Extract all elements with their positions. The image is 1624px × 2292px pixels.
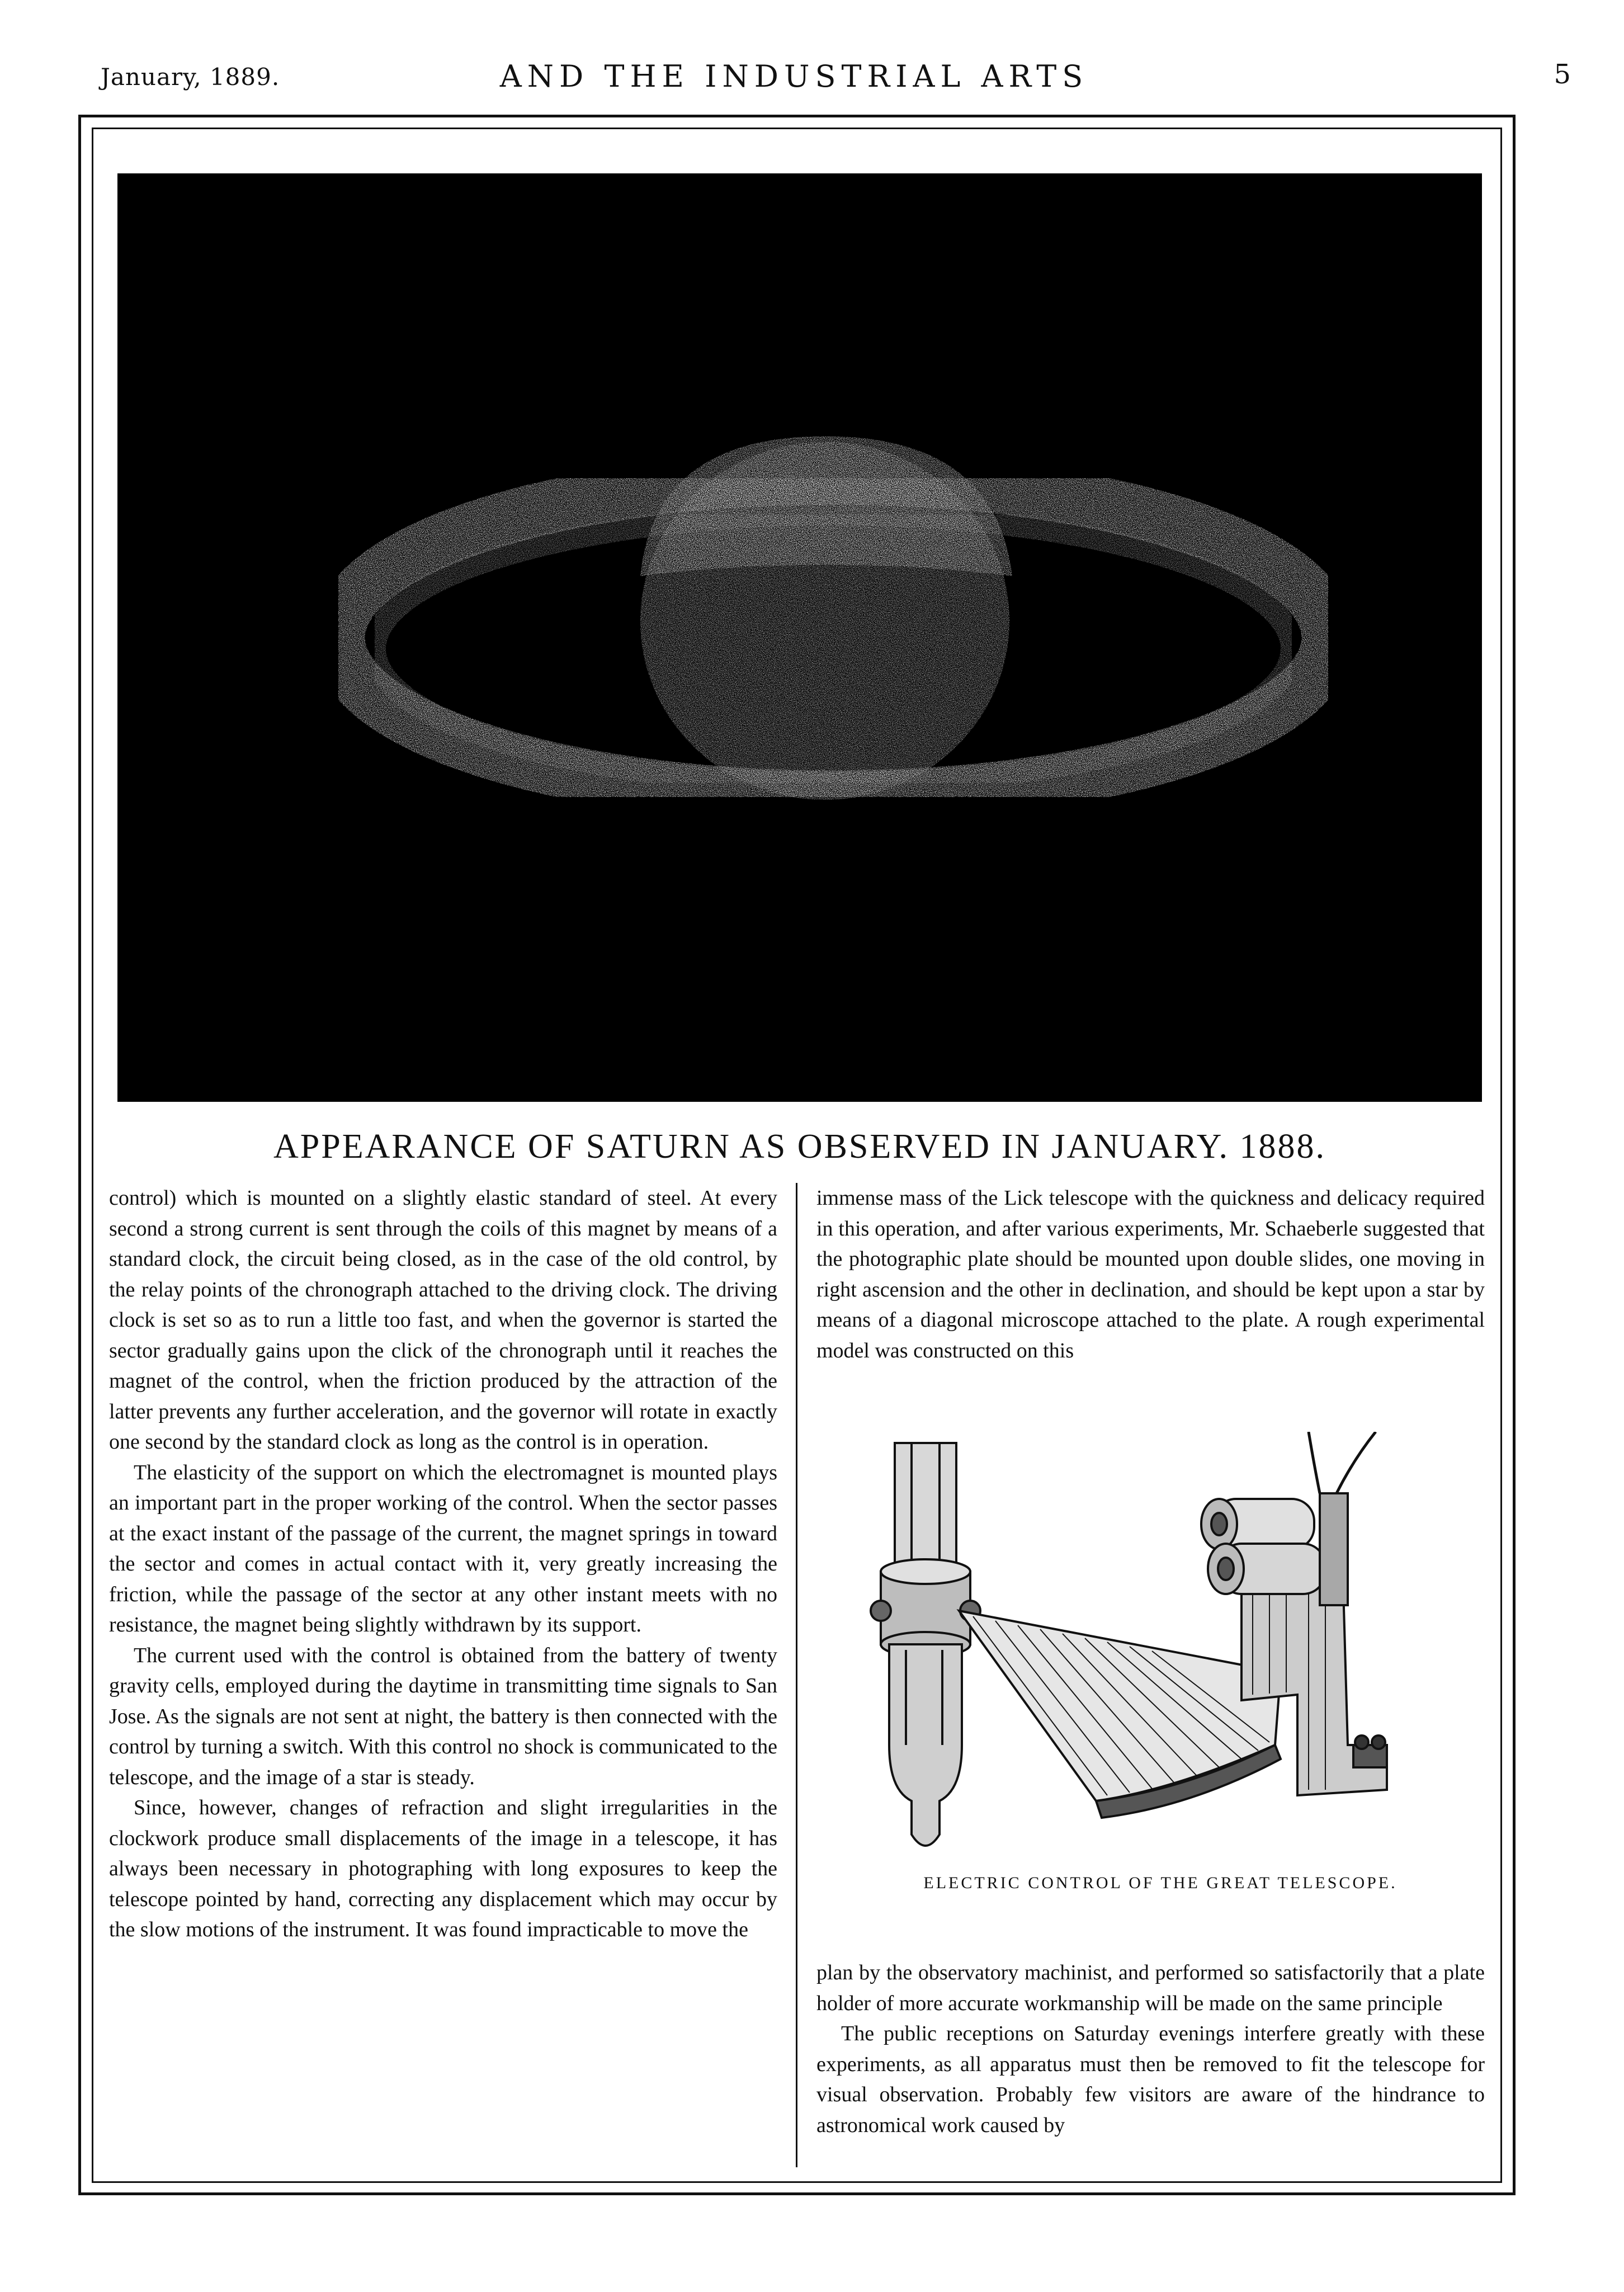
article-right-column-top (816, 1183, 1485, 1366)
figure-caption: ELECTRIC CONTROL OF THE GREAT TELESCOPE. (923, 1874, 1398, 1892)
page-number: 5 (1554, 59, 1571, 90)
column-divider (796, 1183, 797, 2167)
paragraph: immense mass of the Lick telescope with the quickness and delicacy required in this operation, and after various experiments, Mr. Schaeberle suggested that the photographic plate should be mounted upon double slides, one moving in right ascension and the other in declination, and should be kept upon a star by means of a diagonal microscope attached to the plate. A rough experimental model was constructed on this (816, 1186, 1485, 1362)
telescope-control-engraving (828, 1432, 1482, 1885)
paragraph: The public receptions on Saturday evenings interfere greatly with these experiments, as all apparatus must then be removed to fit the telescope for visual observation. Probably few visitors are aware of the hindrance to astronomical work caused by (816, 2022, 1485, 2137)
article-right-column-bottom (816, 1958, 1485, 2140)
electric-control-illustration (828, 1432, 1482, 1885)
running-head-date: January, 1889. (101, 63, 280, 91)
paragraph: The current used with the control is obtained from the battery of twenty gravity cells, employed during the daytime in transmitting time signals to San Jose. As the signals are not sent at night, the battery is then connected with the control by turning a switch. With this control no shock is communicated to the telescope, and the image of a star is steady. (109, 1643, 777, 1789)
plate-caption: APPEARANCE OF SATURN AS OBSERVED IN JANUARY. 1888. (273, 1128, 1326, 1166)
article-left-column (109, 1183, 777, 1945)
paragraph: Since, however, changes of refraction and slight irregularities in the clockwork produce small displacements of the image in a telescope, it has always been necessary in photographing with long exposures to keep the telescope pointed by hand, correcting any displacement which may occur by the slow motions of the instrument. It was found impracticable to move the (109, 1796, 777, 1941)
paragraph: plan by the observatory machinist, and performed so satisfactorily that a plate holder of more accurate workmanship will be made on the same principle (816, 1961, 1485, 2015)
paragraph: control) which is mounted on a slightly elastic standard of steel. At every second a strong current is sent through the coils of this magnet by means of a standard clock, the circuit being closed, as in the case of the old control, by the relay points of the chronograph attached to the driving clock. The driving clock is set so as to run a little too fast, and when the governor is started the sector gradually gains upon the click of the chronograph until it reaches the magnet of the control, when the friction produced by the attraction of the latter prevents any further acceleration, and the governor will rotate in exactly one second by the standard clock as long as the control is in operation. (109, 1186, 777, 1454)
running-head (67, 59, 1571, 103)
saturn-image (117, 173, 1482, 1102)
running-head-title: AND THE INDUSTRIAL ARTS (499, 59, 1089, 94)
paragraph: The elasticity of the support on which the electromagnet is mounted plays an important part in the proper working of the control. When the sector passes at the exact instant of the passage of the current, the magnet springs in toward the sector and comes in actual contact with it, very greatly increasing the friction, while the passage of the sector at any other instant meets with no resistance, the magnet being slightly withdrawn by its support. (109, 1460, 777, 1637)
saturn-photograph (117, 173, 1482, 1102)
